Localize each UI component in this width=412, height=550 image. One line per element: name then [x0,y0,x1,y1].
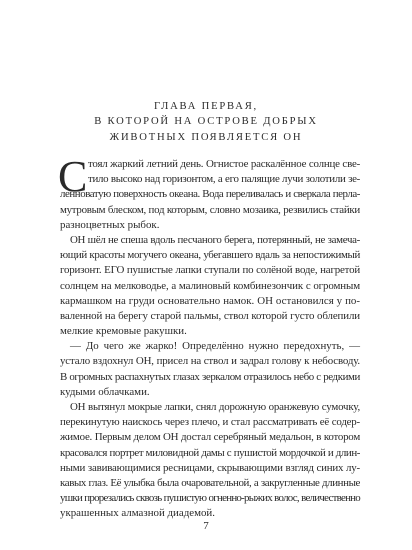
chapter-title-line: ГЛАВА ПЕРВАЯ, [153,101,259,112]
paragraph [58,152,360,233]
text-line: жимое. Первым делом ОН достал серебряный медальон, в котором [60,431,360,444]
text-line: ушки прорезались сквозь пушистую огненно-рыжих волос, величественно [60,492,360,505]
text-line: — До чего же жарко! Определённо нужно передохнуть, — [70,340,360,353]
text-line: тило высоко над горизонтом, а его палящие лучи золотили зе- [88,173,360,186]
text-line: мелкие кремовые ракушки. [60,325,187,338]
text-line: солнцем на мелководье, а малиновый комбинезончик с огромным [60,279,360,292]
text-line: тоял жаркий летний день. Огнистое раскалённое солнце све- [88,158,360,170]
text-line: разноцветных рыбок. [60,218,160,231]
text-line: ющий красоты могучего океана, убегавшего вдаль за непостижимый [60,249,360,262]
text-line: ными завивающимися ресницами, скрывающими взгляд синих лу- [60,461,360,474]
text-line: мутровым блеском, под которым, словно мозаика, резвились стайки [60,203,360,216]
text-line: перекинутую наискось через плечо, и стал рассматривать её содер- [60,416,360,429]
text-line: устало вздохнул ОН, присел на ствол и задрал голову к небосводу. [60,355,360,368]
text-line: горизонт. ЕГО пушистые лапки ступали по солёной воде, нагретой [60,264,360,277]
text-line: красовался портрет миловидной дамы с пушистой мордочкой и длин- [60,446,360,459]
text-line: кавых глаз. Её улыбка была очаровательной, а закругленные длинные [60,476,360,489]
paragraph [60,233,360,339]
chapter-title-line: ЖИВОТНЫХ ПОЯВЛЯЕТСЯ ОН [109,131,303,143]
text-line: ОН шёл не спеша вдоль песчаного берега, потерянный, не замеча- [70,233,360,246]
text-line: валенной на берегу старой пальмы, ствол которой густо облепили [60,309,360,322]
page-number: 7 [203,520,209,532]
paragraph [60,400,360,522]
text-line: украшенных алмазной диадемой. [60,507,215,520]
text-line: кармашком на груди основательно намок. ОН остановился у по- [60,294,360,307]
text-line: В огромных распахнутых глазах зеркалом отразилось небо с редкими [60,370,360,383]
paragraph [60,339,360,400]
drop-cap: С [58,152,88,201]
chapter-heading [60,99,352,145]
chapter-title-line: В КОТОРОЙ НА ОСТРОВЕ ДОБРЫХ [94,116,318,128]
text-line: кудыми облачками. [60,385,150,398]
text-line: ленноватую поверхность океана. Вода переливалась и сверкала перла- [60,188,360,201]
body-text [58,152,360,522]
text-line: ОН вытянул мокрые лапки, снял дорожную оранжевую сумочку, [70,401,360,413]
